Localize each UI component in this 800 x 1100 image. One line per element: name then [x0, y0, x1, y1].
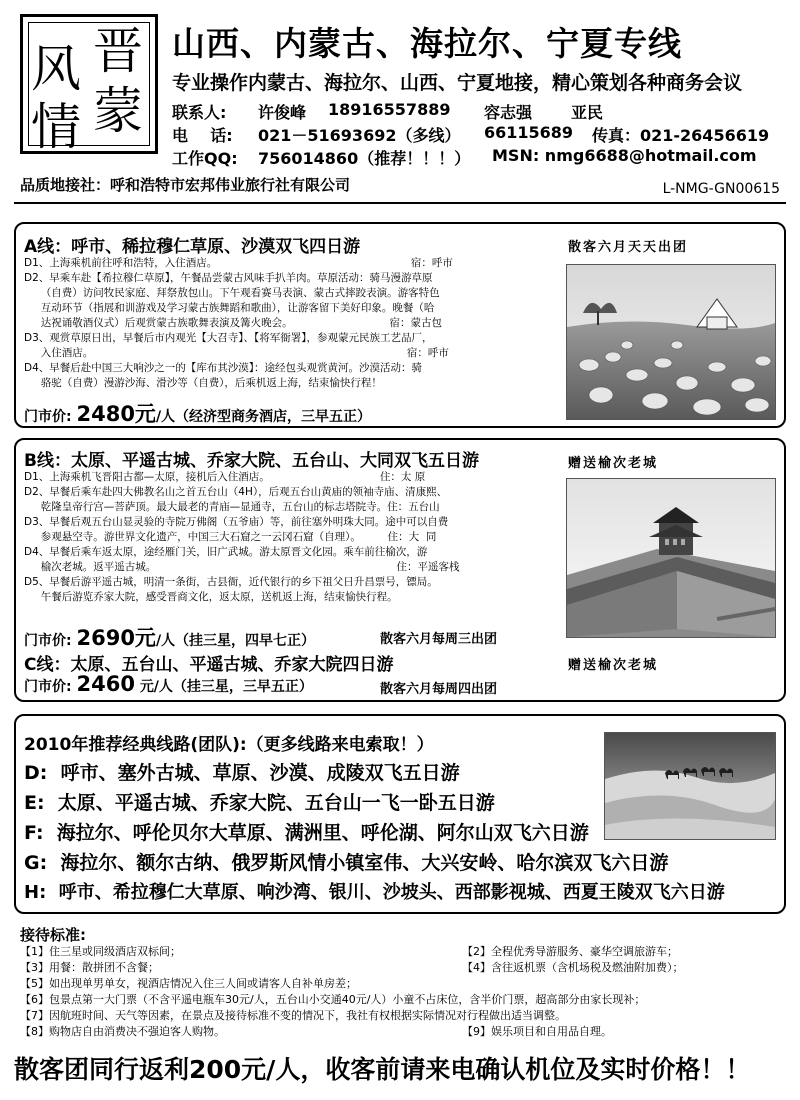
- footer-notice: 散客团同行返利200元/人，收客前请来电确认机位及实时价格！！: [14, 1055, 751, 1084]
- itinerary-line: 参观悬空寺。游世界文化遗产，中国三大石窟之一云冈石窟（自理）。 住：大 同: [24, 531, 437, 543]
- ancient-city-photo: [566, 478, 776, 638]
- price-note: /人（经济型商务酒店，三早五正）: [155, 409, 372, 425]
- desert-photo: [604, 732, 776, 840]
- line-a-itinerary: [24, 256, 564, 391]
- itinerary-line: D1、上海乘机飞晋阳古都—太原，接机后入住酒店。 住：太 原: [24, 471, 426, 483]
- line-c-gift: 赠送榆次老城: [568, 658, 659, 673]
- standard-item: 【5】如出现单男单女，视酒店情况入住三人间或请客人自补单房差；: [20, 977, 357, 990]
- itinerary-line: 达祝诵敬酒仪式）后观赏蒙古族歌舞表演及篝火晚会。 宿：蒙古包: [24, 317, 442, 329]
- route-item: G: 海拉尔、额尔古纳、俄罗斯风情小镇室伟、大兴安岭、哈尔滨双飞六日游: [24, 852, 669, 874]
- subtitle: 专业操作内蒙古、海拉尔、山西、宁夏地接，精心策划各种商务会议: [172, 72, 743, 94]
- qq-label: 工作QQ:: [172, 149, 238, 168]
- line-b-itinerary: [24, 470, 564, 605]
- standard-item: 【1】住三星或同级酒店双标间；: [20, 945, 181, 958]
- line-b-gift: 赠送榆次老城: [568, 456, 659, 471]
- line-a-title: A线：呼市、稀拉穆仁草原、沙漠双飞四日游: [24, 237, 361, 257]
- line-b-title: B线：太原、平遥古城、乔家大院、五台山、大同双飞五日游: [24, 451, 479, 471]
- phone-label: 电 话:: [172, 126, 233, 145]
- price-label: 门市价:: [24, 409, 72, 425]
- standard-item: 【6】包景点第一大门票（不含平遥电瓶车30元/人，五台山小交通40元/人）小童不占床位，含半价门票，超高部分由家长现补；: [20, 993, 646, 1006]
- standards-title: 接待标准:: [20, 926, 86, 944]
- itinerary-line: D5、早餐后游平遥古城，明清一条街，古县衙，近代银行的乡下祖父日升昌票号，镖局。: [24, 576, 438, 588]
- itinerary-line: D3、早餐后观五台山显灵验的寺院万佛阁（五爷庙）等，前往塞外明珠大同。途中可以自费: [24, 516, 449, 528]
- price-value: 2480元: [76, 402, 156, 426]
- divider: [14, 202, 786, 204]
- itinerary-line: D3、观赏草原日出，早餐后市内观光【大召寺】、【将军衙署】，参观蒙元民族工艺品厂，: [24, 332, 433, 344]
- itinerary-line: （自费）访问牧民家庭、拜祭敖包山。下午观看赛马表演、蒙古式摔跤表演。游客特色: [24, 287, 440, 299]
- contact-phone: 18916557889: [328, 100, 451, 119]
- logo-char: 情: [31, 98, 81, 156]
- itinerary-line: D2、早乘车赴【希拉穆仁草原】，午餐品尝蒙古风味手扒羊肉。草原活动：骑马漫游草原: [24, 272, 433, 284]
- line-a-price: [24, 398, 371, 428]
- contact-others: 容志强 亚民: [484, 103, 603, 122]
- logo-char: 晋: [93, 22, 143, 80]
- qq-value: 756014860（推荐！！！）: [258, 149, 471, 168]
- page-title: 山西、内蒙古、海拉尔、宁夏专线: [172, 24, 682, 63]
- itinerary-line: 乾隆皇帝行宫—菩萨顶。最大最老的青庙—显通寺，五台山的标志塔院寺。住：五台山: [24, 501, 440, 513]
- logo-char: 风: [31, 40, 81, 98]
- itinerary-line: 骆驼（自费）漫游沙海、滑沙等（自费），后乘机返上海，结束愉快行程！: [24, 377, 382, 389]
- price-label: 门市价:: [24, 633, 72, 649]
- itinerary-line: 入住酒店。 宿：呼市: [24, 347, 449, 359]
- line-b-price: [24, 622, 315, 652]
- itinerary-line: 午餐后游览乔家大院，感受晋商文化，返太原，送机返上海，结束愉快行程。: [24, 591, 398, 603]
- standard-item: 【2】全程优秀导游服务、豪华空调旅游车；: [462, 945, 678, 958]
- itinerary-line: D1、上海乘机前往呼和浩特，入住酒店。 宿：呼市: [24, 257, 453, 269]
- route-item: E: 太原、平遥古城、乔家大院、五台山一飞一卧五日游: [24, 792, 495, 814]
- contact-name: 许俊峰: [258, 103, 307, 122]
- line-c-title: C线：太原、五台山、平遥古城、乔家大院四日游: [24, 655, 394, 675]
- quality-agency: 品质地接社：呼和浩特市宏邦伟业旅行社有限公司: [20, 176, 351, 194]
- msn: MSN: nmg6688@hotmail.com: [492, 146, 757, 165]
- price-value: 2690元: [76, 626, 156, 650]
- price-label: 门市价:: [24, 679, 72, 695]
- itinerary-line: D4、早餐后乘车返太原，途经雁门关，旧广武城。游太原晋文化园。乘车前往榆次，游: [24, 546, 428, 558]
- logo: [20, 14, 158, 154]
- phone-value-2: 66115689: [484, 123, 574, 142]
- itinerary-line: D2、早餐后乘车赴四大佛教名山之首五台山（4H），后观五台山黄庙的领袖寺庙、清康熙、: [24, 486, 448, 498]
- itinerary-line: D4、早餐后赴中国三大响沙之一的【库布其沙漠】：途经包头观赏黄河。沙漠活动：骑: [24, 362, 423, 374]
- route-item: F: 海拉尔、呼伦贝尔大草原、满洲里、呼伦湖、阿尔山双飞六日游: [24, 822, 589, 844]
- standard-item: 【8】购物店自由消费决不强迫客人购物。: [20, 1025, 225, 1038]
- contact-label: 联系人:: [172, 103, 227, 122]
- standard-item: 【3】用餐：散拼团不含餐；: [20, 961, 159, 974]
- itinerary-line: 互动环节（指展和训游戏及学习蒙古族舞蹈和歌曲），让游客留下美好印象。晚餐（哈: [24, 302, 435, 314]
- product-code: L-NMG-GN00615: [662, 181, 780, 197]
- logo-char: 蒙: [93, 82, 143, 140]
- price-note: 元/人（挂三星，三早五正）: [139, 679, 313, 695]
- standard-item: 【7】因航班时间、天气等因素，在景点及接待标准不变的情况下，我社有权根据实际情况对行程做出适当调整。: [20, 1009, 566, 1022]
- route-item: H: 呼市、希拉穆仁大草原、响沙湾、银川、沙坡头、西部影视城、西夏王陵双飞六日游: [24, 882, 725, 903]
- recommended-title: 2010年推荐经典线路(团队):（更多线路来电索取！）: [24, 735, 434, 755]
- standard-item: 【9】娱乐项目和自用品自理。: [462, 1025, 612, 1038]
- line-a-schedule: 散客六月天天出团: [568, 240, 689, 255]
- price-note: /人（挂三星，四早七正）: [155, 633, 316, 649]
- grassland-photo: [566, 264, 776, 420]
- fax: 传真：021-26456619: [592, 126, 770, 145]
- price-value: 2460: [76, 672, 135, 696]
- line-c-schedule: 散客六月每周四出团: [380, 682, 498, 697]
- phone-value: 021－51693692（多线）: [258, 126, 461, 145]
- itinerary-line: 榆次老城。返平遥古城。 住：平遥客栈: [24, 561, 460, 573]
- line-b-schedule: 散客六月每周三出团: [380, 632, 498, 647]
- standard-item: 【4】含往返机票（含机场税及燃油附加费）；: [462, 961, 684, 974]
- line-c-price: [24, 672, 313, 696]
- route-item: D: 呼市、塞外古城、草原、沙漠、成陵双飞五日游: [24, 762, 460, 784]
